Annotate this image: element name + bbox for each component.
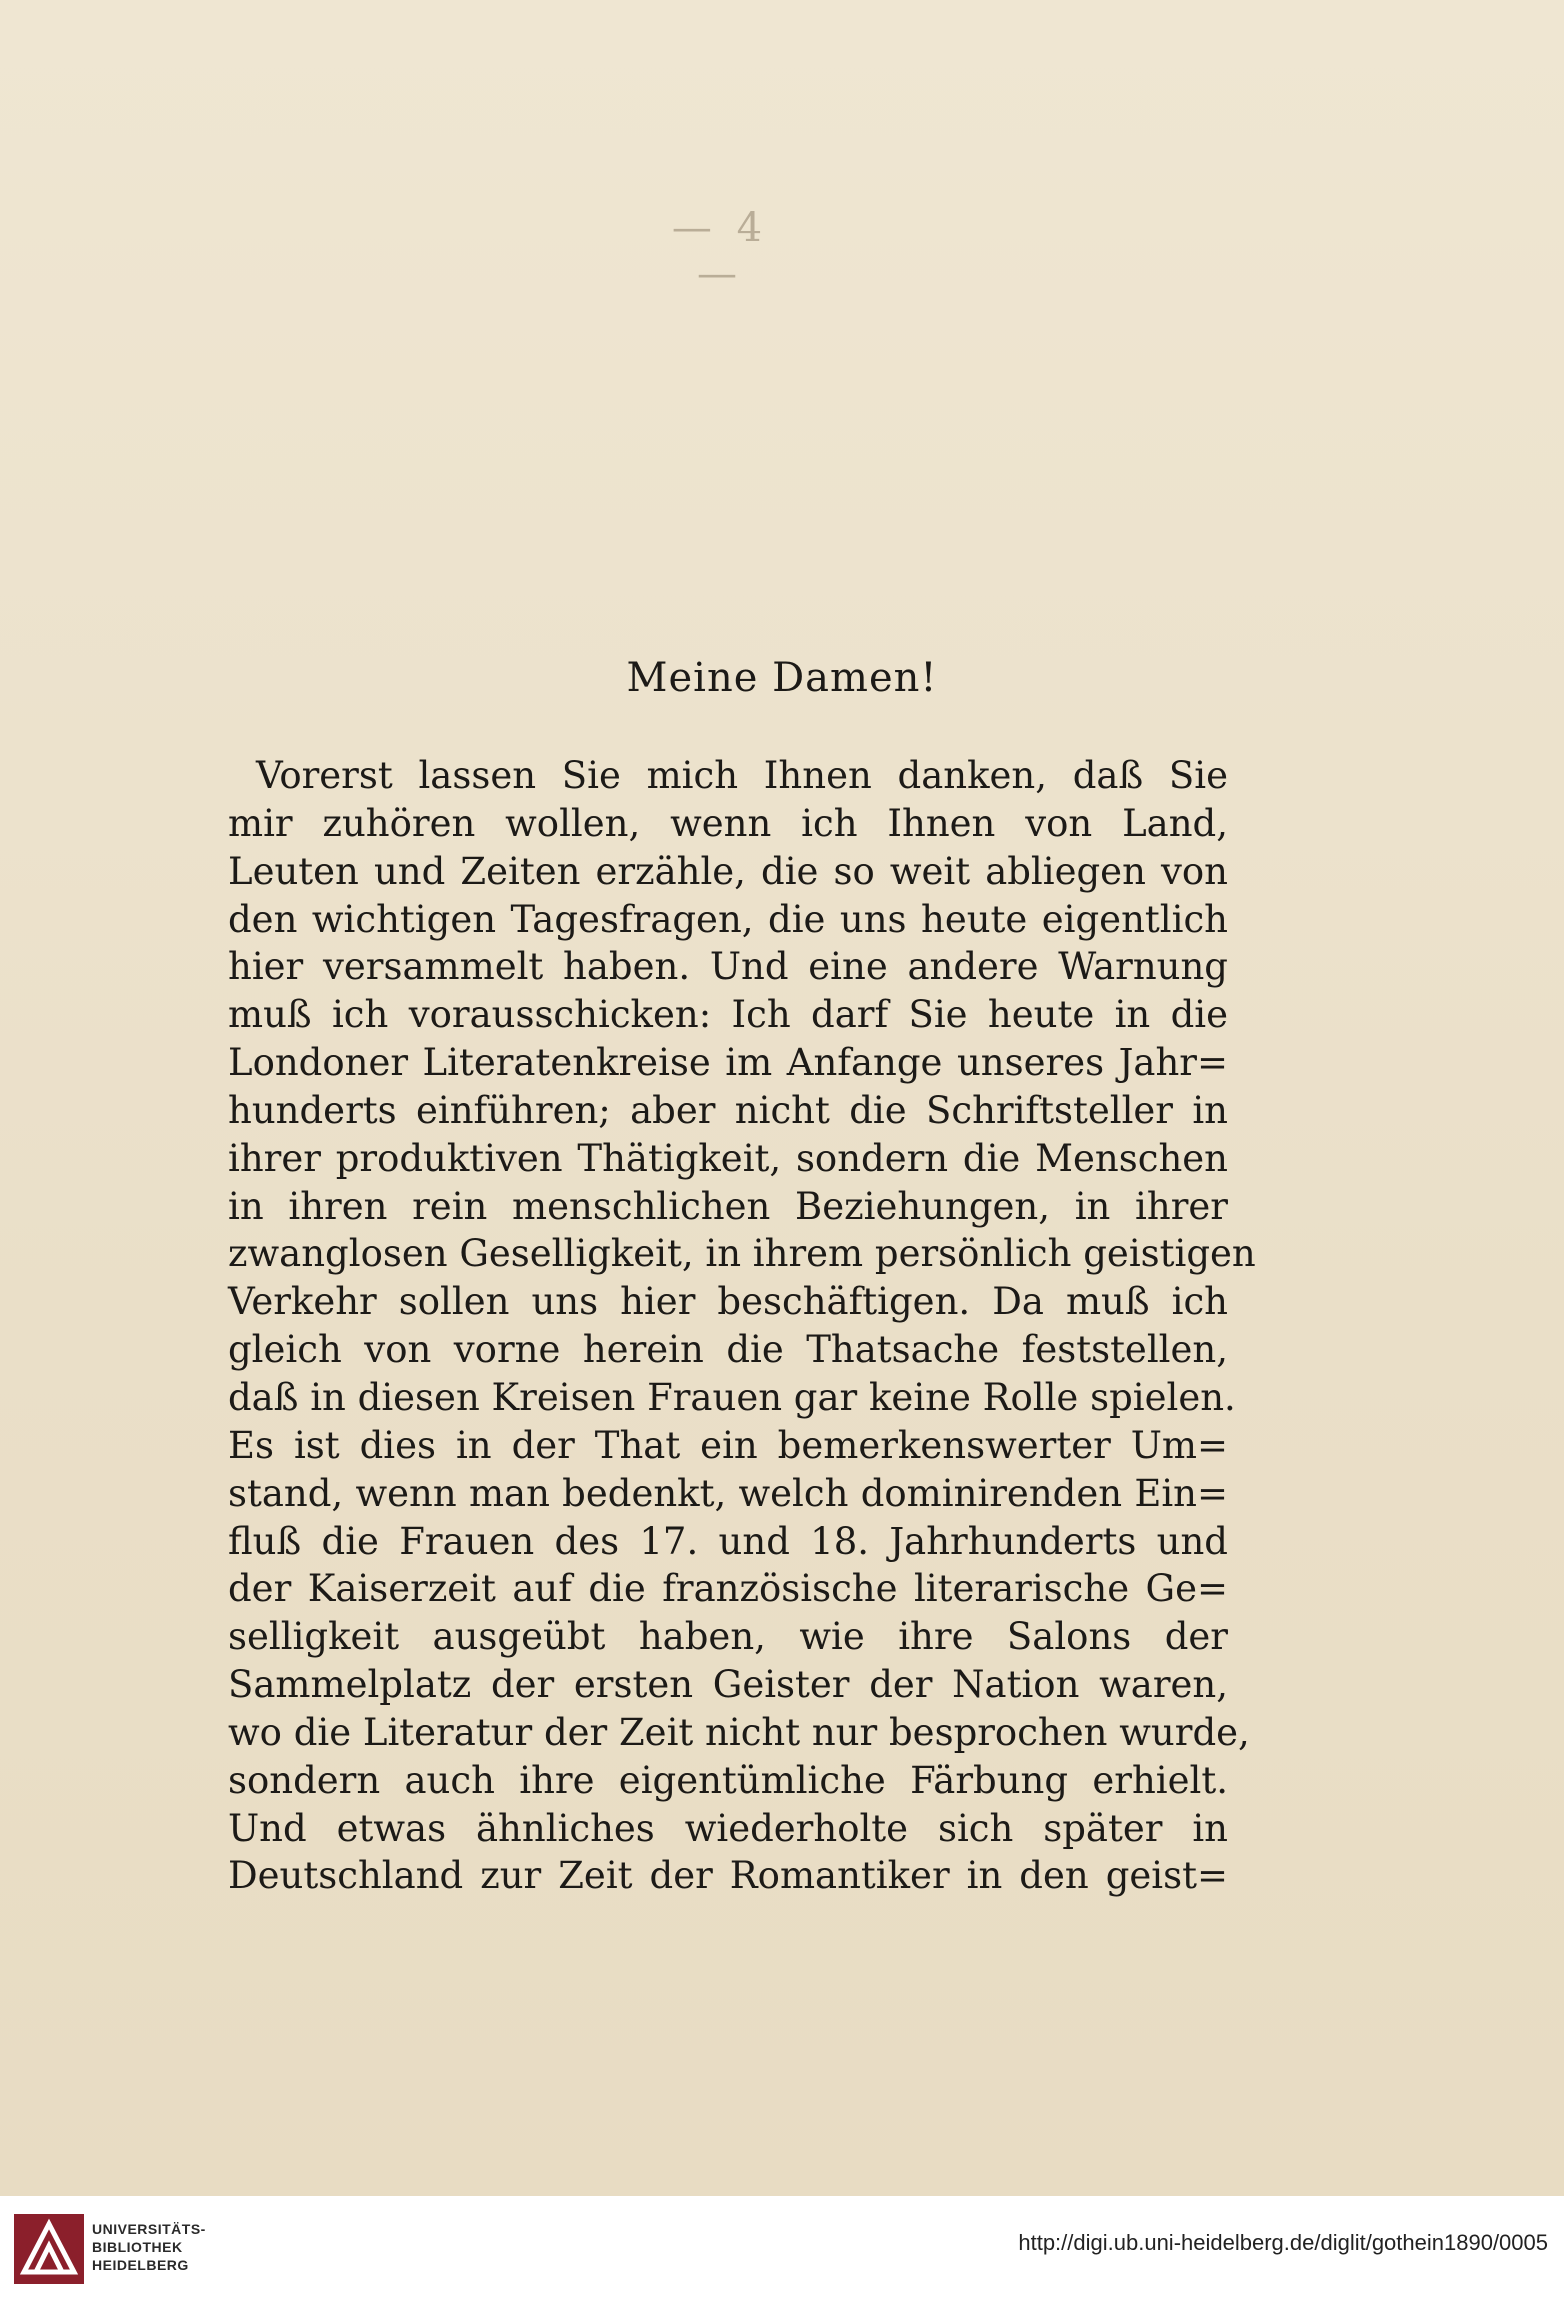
text-line: zwanglosen Geselligkeit, in ihrem persönlich geistigen [228,1232,1256,1276]
library-name-line: HEIDELBERG [92,2257,189,2273]
text-line: in ihren rein menschlichen Beziehungen, in ihrer [228,1184,1228,1228]
page-number: — 4 — [671,205,769,297]
text-line: Leuten und Zeiten erzähle, die so weit abliegen von [228,849,1228,893]
text-line: Londoner Literatenkreise im Anfange unseres Jahr= [228,1041,1228,1085]
text-line: hier versammelt haben. Und eine andere Warnung [228,945,1228,989]
university-library-logo-icon [14,2214,84,2284]
text-line: ihrer produktiven Thätigkeit, sondern die Menschen [228,1136,1228,1180]
text-line: selligkeit ausgeübt haben, wie ihre Salons der [228,1615,1228,1659]
text-line: Vorerst lassen Sie mich Ihnen danken, daß Sie [256,754,1228,797]
body-text [228,752,1256,1900]
text-line: Verkehr sollen uns hier beschäftigen. Da muß ich [228,1280,1228,1324]
library-name [92,2220,206,2274]
text-line: Sammelplatz der ersten Geister der Nation waren, [228,1663,1228,1707]
text-line: Und etwas ähnliches wiederholte sich später in [228,1806,1228,1850]
text-line: gleich von vorne herein die Thatsache feststellen, [228,1328,1228,1372]
text-line: muß ich vorausschicken: Ich darf Sie heute in die [228,993,1228,1037]
text-line: daß in diesen Kreisen Frauen gar keine Rolle spielen. [228,1375,1236,1419]
text-line: der Kaiserzeit auf die französische literarische Ge= [228,1567,1228,1611]
text-line: sondern auch ihre eigentümliche Färbung erhielt. [228,1758,1228,1802]
text-line: fluß die Frauen des 17. und 18. Jahrhunderts und [228,1519,1228,1563]
text-line: stand, wenn man bedenkt, welch dominirenden Ein= [228,1471,1228,1515]
text-line: wo die Literatur der Zeit nicht nur besprochen wurde, [228,1710,1250,1754]
text-line: den wichtigen Tagesfragen, die uns heute eigentlich [228,897,1228,941]
text-line: Es ist dies in der That ein bemerkenswerter Um= [228,1423,1228,1467]
library-name-line: BIBLIOTHEK [92,2239,183,2255]
text-line: mir zuhören wollen, wenn ich Ihnen von Land, [228,801,1228,845]
text-line: Deutschland zur Zeit der Romantiker in den geist= [228,1854,1228,1898]
page-title: Meine Damen! [626,655,938,701]
text-line: hunderts einführen; aber nicht die Schriftsteller in [228,1088,1228,1132]
source-url-link[interactable]: http://digi.ub.uni-heidelberg.de/diglit/gothein1890/0005 [1018,2230,1548,2255]
library-name-line: UNIVERSITÄTS- [92,2221,206,2237]
footer-bar [0,2196,1564,2306]
